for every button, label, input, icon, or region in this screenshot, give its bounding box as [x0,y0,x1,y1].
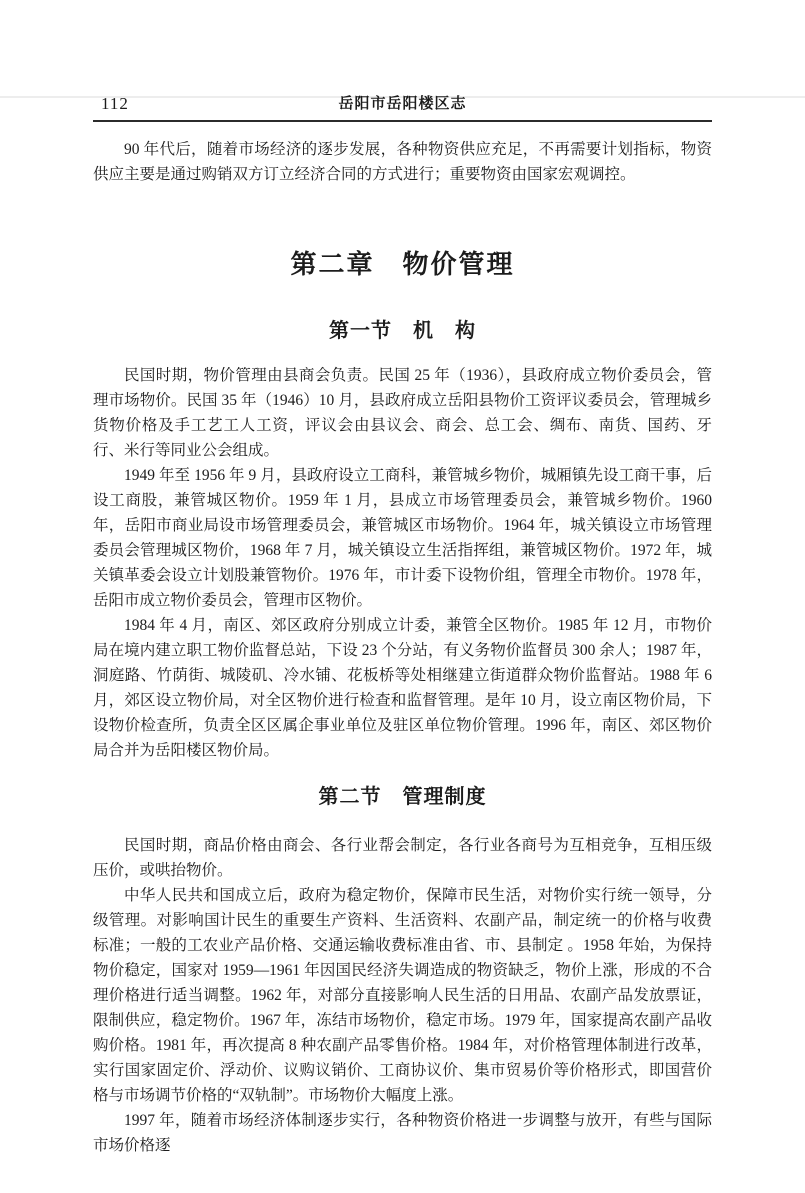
intro-paragraph-block [93,137,712,187]
section-2-body [93,833,712,1158]
running-header [93,94,712,122]
page-number: 112 [101,94,129,113]
intro-paragraph: 90 年代后，随着市场经济的逐步发展，各种物资供应充足，不再需要计划指标，物资供应主要是通过购销双方订立经济合同的方式进行；重要物资由国家宏观调控。 [93,141,712,183]
section-2-paragraph: 1997 年，随着市场经济体制逐步实行，各种物资价格进一步调整与放开，有些与国际市场价格逐 [93,1112,712,1154]
chapter-title: 第二章 物价管理 [290,249,515,279]
section-1-body [93,363,712,763]
section-1-paragraph: 1984 年 4 月，南区、郊区政府分别成立计委，兼管全区物价。1985 年 12 月，市物价局在境内建立职工物价监督总站，下设 23 个分站，有义务物价监督员 300 余人；1987 年，洞庭路、竹荫街、城陵矶、冷水铺、花板桥等处相继建立街道群众物价监督站。1988 年 6 月，郊区设立物价局，对全区物价进行检查和监督管理。是年 10 月，设立南区物价局，下设物价检查所，负责全区区属企事业单位及驻区单位物价管理。1996 年，南区、郊区物价局合并为岳阳楼区物价局。 [93,617,712,759]
section-1-paragraph: 民国时期，物价管理由县商会负责。民国 25 年（1936），县政府成立物价委员会，管理市场物价。民国 35 年（1946）10 月，县政府成立岳阳县物价工资评议委员会，管理城乡货物价格及手工艺工人工资，评议会由县议会、商会、总工会、绸布、南货、国药、牙行、米行等同业公会组成。 [93,367,712,459]
section-1-paragraph: 1949 年至 1956 年 9 月，县政府设立工商科，兼管城乡物价，城厢镇先设工商干事，后设工商股，兼管城区物价。1959 年 1 月，县成立市场管理委员会，兼管城乡物价。1960 年，岳阳市商业局设市场管理委员会，兼管城区市场物价。1964 年，城关镇设立市场管理委员会管理城区物价，1968 年 7 月，城关镇设立生活指挥组，兼管城区物价。1972 年，城关镇革委会设立计划股兼管物价。1976 年，市计委下设物价组，管理全市物价。1978 年，岳阳市成立物价委员会，管理市区物价。 [93,467,712,609]
book-title: 岳阳市岳阳楼区志 [338,95,467,112]
section-2-title: 第二节 管理制度 [318,786,487,808]
section-2-paragraph: 民国时期，商品价格由商会、各行业帮会制定，各行业各商号为互相竞争，互相压级压价，或哄抬物价。 [93,837,712,879]
section-2-paragraph: 中华人民共和国成立后，政府为稳定物价，保障市民生活，对物价实行统一领导，分级管理。对影响国计民生的重要生产资料、生活资料、农副产品，制定统一的价格与收费标准；一般的工农业产品价格、交通运输收费标准由省、市、县制定 。1958 年始，为保持物价稳定，国家对 1959—1961 年因国民经济失调造成的物资缺乏，物价上涨，形成的不合理价格进行适当调整。1962 年，对部分直接影响人民生活的日用品、农副产品发放票证，限制供应，稳定物价。1967 年，冻结市场物价，稳定市场。1979 年，国家提高农副产品收购价格。1981 年，再次提高 8 种农副产品零售价格。1984 年，对价格管理体制进行改革，实行国家固定价、浮动价、议购议销价、工商协议价、集市贸易价等价格形式，即国营价格与市场调节价格的“双轨制”。市场物价大幅度上涨。 [93,887,712,1104]
scanned-book-page [0,94,805,1193]
section-1-title: 第一节 机 构 [329,320,476,342]
page-body [93,137,712,1158]
